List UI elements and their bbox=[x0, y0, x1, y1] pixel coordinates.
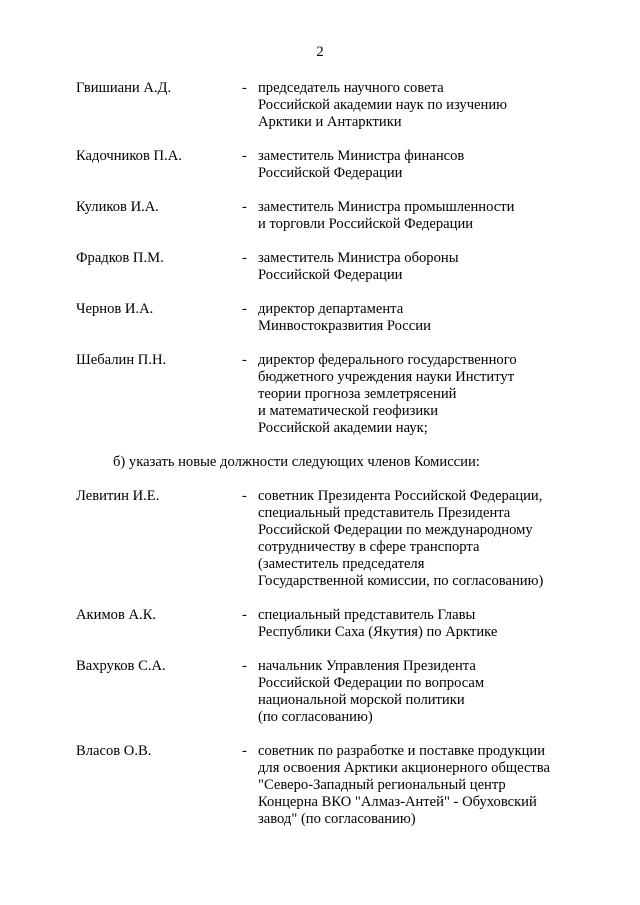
position-line: Российской Федерации bbox=[258, 267, 403, 283]
member-name: Шебалин П.Н. bbox=[76, 352, 167, 368]
member-entry bbox=[76, 658, 606, 726]
member-position bbox=[258, 743, 606, 828]
position-line: Российской Федерации bbox=[258, 165, 403, 181]
member-position bbox=[258, 352, 606, 437]
member-name: Власов О.В. bbox=[76, 743, 152, 759]
member-name: Вахруков С.А. bbox=[76, 658, 166, 674]
dash-separator: - bbox=[242, 148, 247, 164]
member-name: Акимов А.К. bbox=[76, 607, 157, 623]
member-entry bbox=[76, 352, 606, 437]
position-line: (по согласованию) bbox=[258, 709, 373, 725]
position-line: Государственной комиссии, по согласованию) bbox=[258, 573, 544, 589]
member-entry bbox=[76, 80, 606, 131]
position-line: председатель научного совета bbox=[258, 80, 444, 96]
member-list bbox=[76, 80, 606, 845]
member-position bbox=[258, 199, 606, 233]
dash-separator: - bbox=[242, 658, 247, 674]
position-line: директор федерального государственного bbox=[258, 352, 517, 368]
member-entry bbox=[76, 199, 606, 233]
position-line: (заместитель председателя bbox=[258, 556, 425, 572]
position-line: Российской Федерации по вопросам bbox=[258, 675, 485, 691]
dash-separator: - bbox=[242, 352, 247, 368]
member-entry bbox=[76, 607, 606, 641]
dash-separator: - bbox=[242, 301, 247, 317]
member-position bbox=[258, 607, 606, 641]
dash-separator: - bbox=[242, 80, 247, 96]
position-line: заместитель Министра промышленности bbox=[258, 199, 515, 215]
section-b-heading: б) указать новые должности следующих членов Комиссии: bbox=[113, 454, 480, 470]
member-name: Левитин И.Е. bbox=[76, 488, 160, 504]
member-position bbox=[258, 250, 606, 284]
position-line: начальник Управления Президента bbox=[258, 658, 476, 674]
position-line: директор департамента bbox=[258, 301, 404, 317]
position-line: специальный представитель Главы bbox=[258, 607, 476, 623]
member-name: Куликов И.А. bbox=[76, 199, 159, 215]
page-number: 2 bbox=[316, 44, 324, 60]
position-line: бюджетного учреждения науки Институт bbox=[258, 369, 515, 385]
dash-separator: - bbox=[242, 250, 247, 266]
member-position bbox=[258, 301, 606, 335]
member-entry bbox=[76, 250, 606, 284]
member-position bbox=[258, 658, 606, 726]
dash-separator: - bbox=[242, 488, 247, 504]
position-line: национальной морской политики bbox=[258, 692, 465, 708]
position-line: сотрудничеству в сфере транспорта bbox=[258, 539, 480, 555]
member-name: Фрадков П.М. bbox=[76, 250, 164, 266]
position-line: Минвостокразвития России bbox=[258, 318, 431, 334]
dash-separator: - bbox=[242, 199, 247, 215]
dash-separator: - bbox=[242, 607, 247, 623]
member-name: Гвишиани А.Д. bbox=[76, 80, 172, 96]
position-line: Концерна ВКО "Алмаз-Антей" - Обуховский bbox=[258, 794, 537, 810]
member-name: Чернов И.А. bbox=[76, 301, 154, 317]
member-entry bbox=[76, 148, 606, 182]
position-line: заместитель Министра обороны bbox=[258, 250, 459, 266]
position-line: завод" (по согласованию) bbox=[258, 811, 416, 827]
member-position bbox=[258, 488, 606, 590]
position-line: "Северо-Западный региональный центр bbox=[258, 777, 506, 793]
member-position bbox=[258, 148, 606, 182]
dash-separator: - bbox=[242, 743, 247, 759]
member-entry bbox=[76, 301, 606, 335]
position-line: Российской академии наук по изучению bbox=[258, 97, 508, 113]
member-position bbox=[258, 80, 606, 131]
position-line: заместитель Министра финансов bbox=[258, 148, 465, 164]
member-entry bbox=[76, 743, 606, 828]
position-line: специальный представитель Президента bbox=[258, 505, 511, 521]
position-line: советник по разработке и поставке продукции bbox=[258, 743, 546, 759]
position-line: и торговли Российской Федерации bbox=[258, 216, 474, 232]
position-line: Российской академии наук; bbox=[258, 420, 428, 436]
position-line: Республики Саха (Якутия) по Арктике bbox=[258, 624, 498, 640]
position-line: для освоения Арктики акционерного общества bbox=[258, 760, 550, 776]
position-line: Российской Федерации по международному bbox=[258, 522, 533, 538]
member-entry bbox=[76, 488, 606, 590]
position-line: и математической геофизики bbox=[258, 403, 439, 419]
member-group-new bbox=[76, 80, 606, 437]
position-line: теории прогноза землетрясений bbox=[258, 386, 457, 402]
member-group-updated bbox=[76, 488, 606, 828]
position-line: советник Президента Российской Федерации, bbox=[258, 488, 543, 504]
position-line: Арктики и Антарктики bbox=[258, 114, 402, 130]
member-name: Кадочников П.А. bbox=[76, 148, 182, 164]
